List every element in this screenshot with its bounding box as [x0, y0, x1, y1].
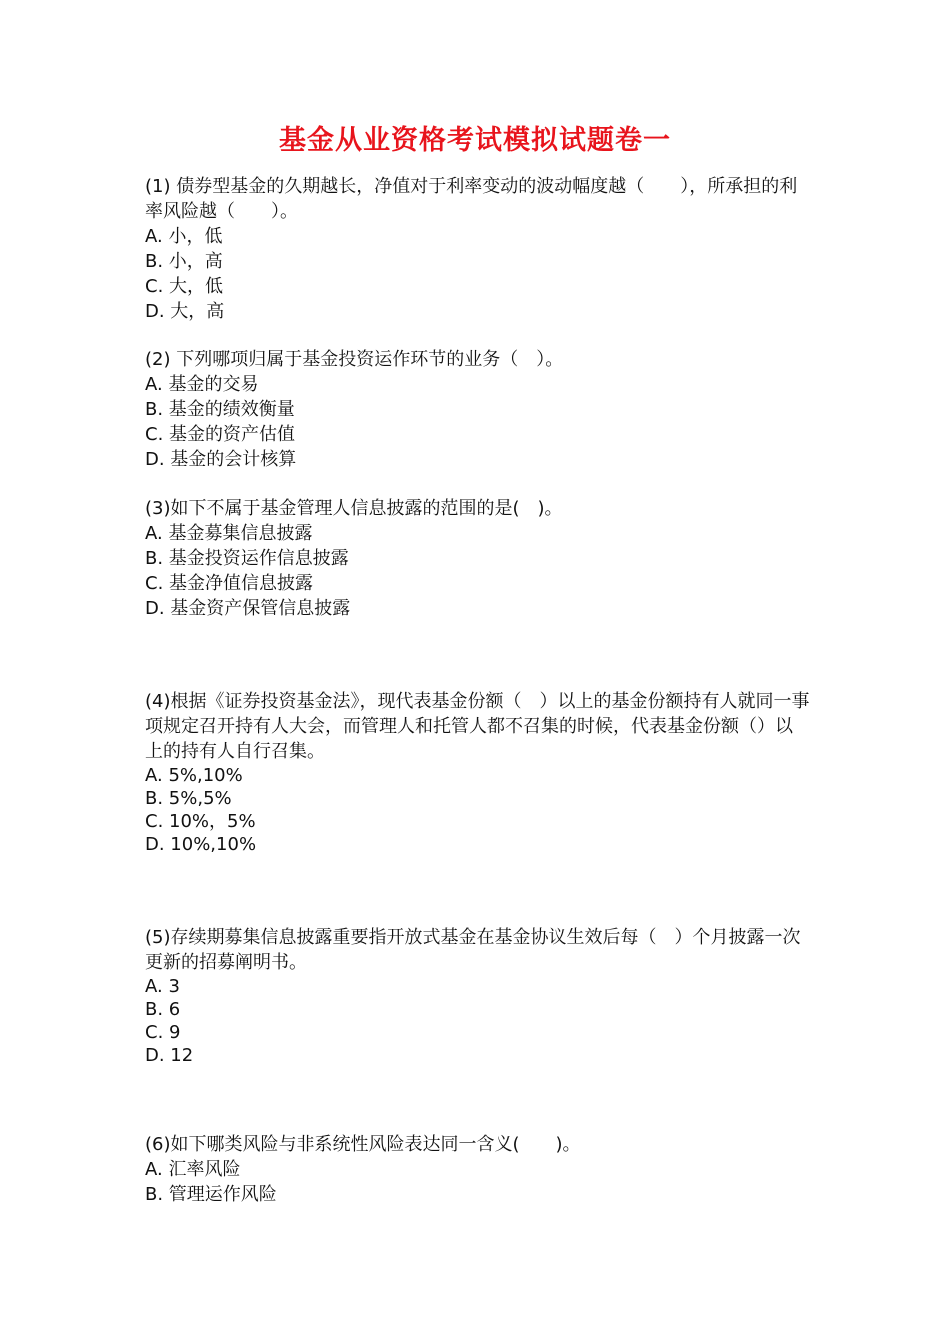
question-stem: (4)根据《证券投资基金法》，现代表基金份额（ ）以上的基金份额持有人就同一事项规定召开持有人大会，而管理人和托管人都不召集的时候，代表基金份额（）以上的持有人自行召集。	[145, 691, 810, 762]
question-stem: (1) 债券型基金的久期越长，净值对于利率变动的波动幅度越（ ），所承担的利率风险越（ ）。	[145, 176, 798, 222]
option-d: D. 基金的会计核算	[145, 449, 297, 470]
question-5	[145, 925, 810, 1067]
question-6	[145, 1132, 810, 1207]
option-c: C. 大，低	[145, 276, 224, 297]
option-a: A. 基金的交易	[145, 374, 259, 395]
option-c: C. 基金的资产估值	[145, 424, 296, 445]
option-d: D. 大，高	[145, 301, 225, 322]
option-b: B. 基金投资运作信息披露	[145, 548, 349, 569]
option-b: B. 基金的绩效衡量	[145, 399, 295, 420]
document-title: 基金从业资格考试模拟试题卷一	[279, 125, 671, 156]
question-4	[145, 689, 810, 856]
option-a: A. 小，低	[145, 226, 223, 247]
option-b: B. 5%,5%	[145, 788, 232, 809]
question-stem: (2) 下列哪项归属于基金投资运作环节的业务（ ）。	[145, 349, 564, 370]
option-b: B. 小，高	[145, 251, 223, 272]
question-1	[145, 174, 810, 324]
question-stem: (3)如下不属于基金管理人信息披露的范围的是( )。	[145, 498, 563, 519]
option-d: D. 12	[145, 1045, 194, 1066]
option-a: A. 3	[145, 976, 180, 997]
option-b: B. 管理运作风险	[145, 1184, 277, 1205]
option-c: C. 9	[145, 1022, 181, 1043]
question-3	[145, 496, 810, 621]
question-2	[145, 347, 810, 472]
question-stem: (6)如下哪类风险与非系统性风险表达同一含义( )。	[145, 1134, 581, 1155]
option-a: A. 基金募集信息披露	[145, 523, 313, 544]
option-d: D. 基金资产保管信息披露	[145, 598, 351, 619]
option-b: B. 6	[145, 999, 181, 1020]
option-a: A. 汇率风险	[145, 1159, 241, 1180]
question-stem: (5)存续期募集信息披露重要指开放式基金在基金协议生效后每（ ）个月披露一次更新的招募阐明书。	[145, 927, 801, 973]
option-d: D. 10%,10%	[145, 834, 257, 855]
option-c: C. 基金净值信息披露	[145, 573, 314, 594]
option-c: C. 10%，5%	[145, 811, 256, 832]
option-a: A. 5%,10%	[145, 765, 243, 786]
